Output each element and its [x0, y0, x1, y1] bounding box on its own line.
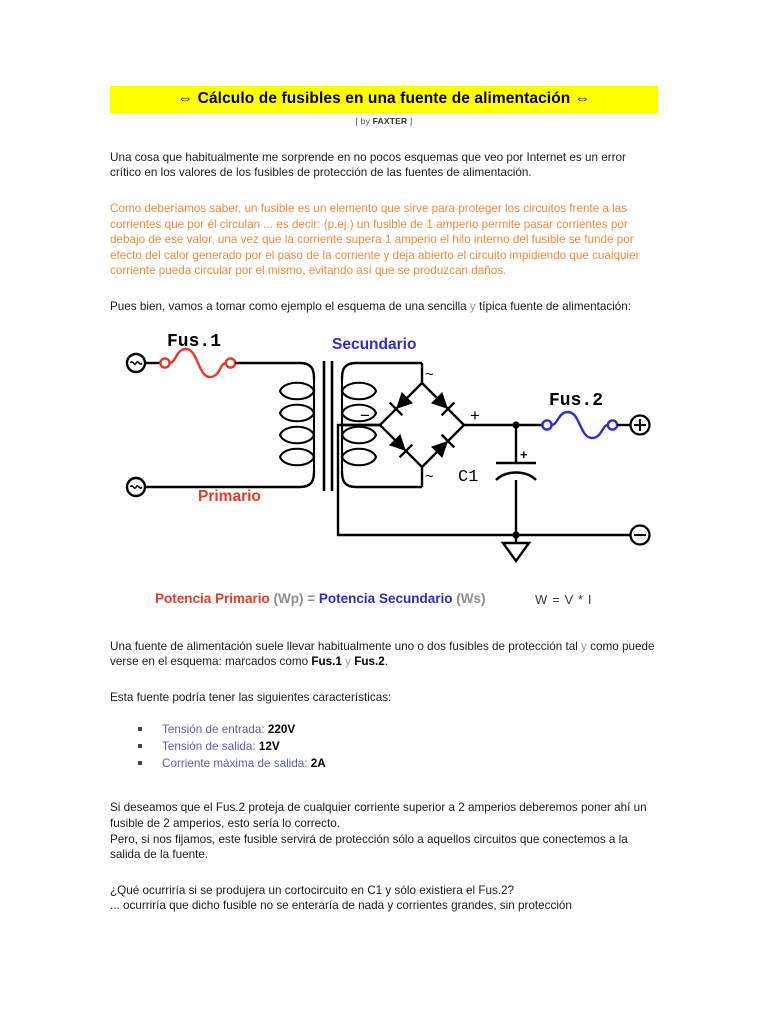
primary-label: Primario	[198, 487, 261, 505]
output-negative-terminal-icon	[631, 525, 650, 544]
after-fig-end: .	[384, 655, 389, 669]
spec-value: 220V	[267, 723, 296, 737]
orange-note-paragraph: Como deberíamos saber, un fusible es un elemento que sirve para proteger los circuitos frente a las corrientes que por él circulan ... es decir: (p.ej.) un fusible de 1 amperio permite pasar corrientes por debajo de ese valor, una vez que la corriente supera 1 amperio el hilo interno del fusible se funde por efecto del calor generado por el paso de la corriente y deja abierto el circuito impidiendo que cualquier corriente pueda circular por el mismo, evitando así que se produzcan daños.	[110, 202, 640, 278]
ac-terminal-top-icon	[127, 354, 145, 372]
fuse1-symbol-icon	[160, 349, 235, 377]
intro-paragraph: Una cosa que habitualmente me sorprende en no pocos esquemas que veo por Internet es un error crítico en los valores de los fusibles de protección de las fuentes de alimentación.	[110, 150, 626, 180]
primary-winding-icon	[280, 379, 314, 471]
after-fig-conjunction-2: y	[341, 655, 355, 669]
list-item	[138, 755, 658, 772]
formula-secondary-power: Potencia Secundario	[318, 590, 453, 606]
capacitor-c1-icon	[496, 425, 536, 535]
byline-author: FAXTER	[372, 115, 408, 126]
transformer-core-icon	[324, 361, 332, 491]
after-fig-fus1: Fus.1	[311, 655, 342, 669]
fuse1-label: Fus.1	[167, 331, 222, 352]
spec-label: Corriente máxima de salida:	[162, 757, 311, 771]
formula-equals: =	[303, 590, 319, 606]
bridge-ac-top-label: ~	[425, 365, 434, 383]
after-fig-fus2: Fus.2	[354, 655, 385, 669]
bridge-ac-bottom-label: ~	[425, 467, 434, 485]
list-item	[138, 721, 658, 738]
example-lead-conjunction: y	[469, 299, 476, 313]
after-fig-a: Una fuente de alimentación suele llevar habitualmente uno o dos fusibles de protección tal	[110, 639, 582, 653]
formula-ws: (Ws)	[452, 590, 486, 606]
secondary-label: Secundario	[332, 335, 417, 353]
after-fig-conjunction-1: y	[581, 639, 587, 653]
spec-value: 12V	[258, 740, 280, 754]
bridge-minus-label: −	[360, 405, 370, 425]
document-content	[110, 86, 658, 914]
specs-list	[110, 721, 658, 772]
example-lead-b: típica fuente de alimentación:	[475, 299, 632, 313]
closing-paragraph-2: Pero, si nos fijamos, este fusible servirá de protección sólo a aquellos circuitos que conectemos a la salida de la fuente.	[110, 832, 628, 862]
bridge-rectifier-icon	[380, 383, 464, 467]
byline	[110, 116, 658, 126]
byline-suffix: ]	[407, 115, 413, 126]
schematic-svg	[110, 331, 658, 589]
formula-wp: (Wp)	[269, 590, 304, 606]
fuse2-label: Fus.2	[549, 390, 604, 411]
ground-symbol-icon	[503, 535, 529, 561]
formula-primary-power: Potencia Primario	[155, 590, 270, 606]
after-fig-b: como puede verse en el esquema: marcados como	[110, 639, 655, 669]
question-paragraph: ¿Qué ocurriría si se produjera un cortocircuito en C1 y sólo existiera el Fus.2?	[110, 883, 515, 897]
bridge-plus-label: +	[470, 405, 480, 425]
fuse2-symbol-icon	[542, 412, 617, 438]
specs-lead-paragraph: Esta fuente podría tener las siguientes características:	[110, 690, 392, 704]
list-item	[138, 738, 658, 755]
formula-expression	[155, 591, 485, 606]
output-positive-terminal-icon	[631, 415, 650, 434]
capacitor-label: C1	[458, 467, 479, 487]
byline-prefix: [ by	[355, 115, 373, 126]
example-lead-paragraph	[110, 299, 658, 315]
answer-paragraph: ... ocurriría que dicho fusible no se enteraría de nada y corrientes grandes, sin protección	[110, 899, 572, 913]
power-formula-line	[110, 589, 658, 615]
example-lead-a: Pues bien, vamos a tomar como ejemplo el esquema de una sencilla	[110, 299, 470, 313]
ac-terminal-bottom-icon	[127, 478, 145, 496]
spec-value: 2A	[310, 757, 326, 771]
spec-label: Tensión de salida:	[162, 740, 259, 754]
formula-power-law: W = V * I	[535, 591, 593, 607]
closing-paragraph-1: Si deseamos que el Fus.2 proteja de cualquier corriente superior a 2 amperios deberemos poner ahí un fusible de 2 amperios, esto sería lo correcto.	[110, 801, 647, 830]
spec-label: Tensión de entrada:	[162, 723, 268, 737]
page-title: ⇔ Cálculo de fusibles en una fuente de alimentación ⇔	[110, 86, 658, 113]
capacitor-polarity-label: +	[520, 446, 528, 462]
after-figure-paragraph	[110, 639, 658, 670]
power-supply-schematic	[110, 331, 658, 589]
